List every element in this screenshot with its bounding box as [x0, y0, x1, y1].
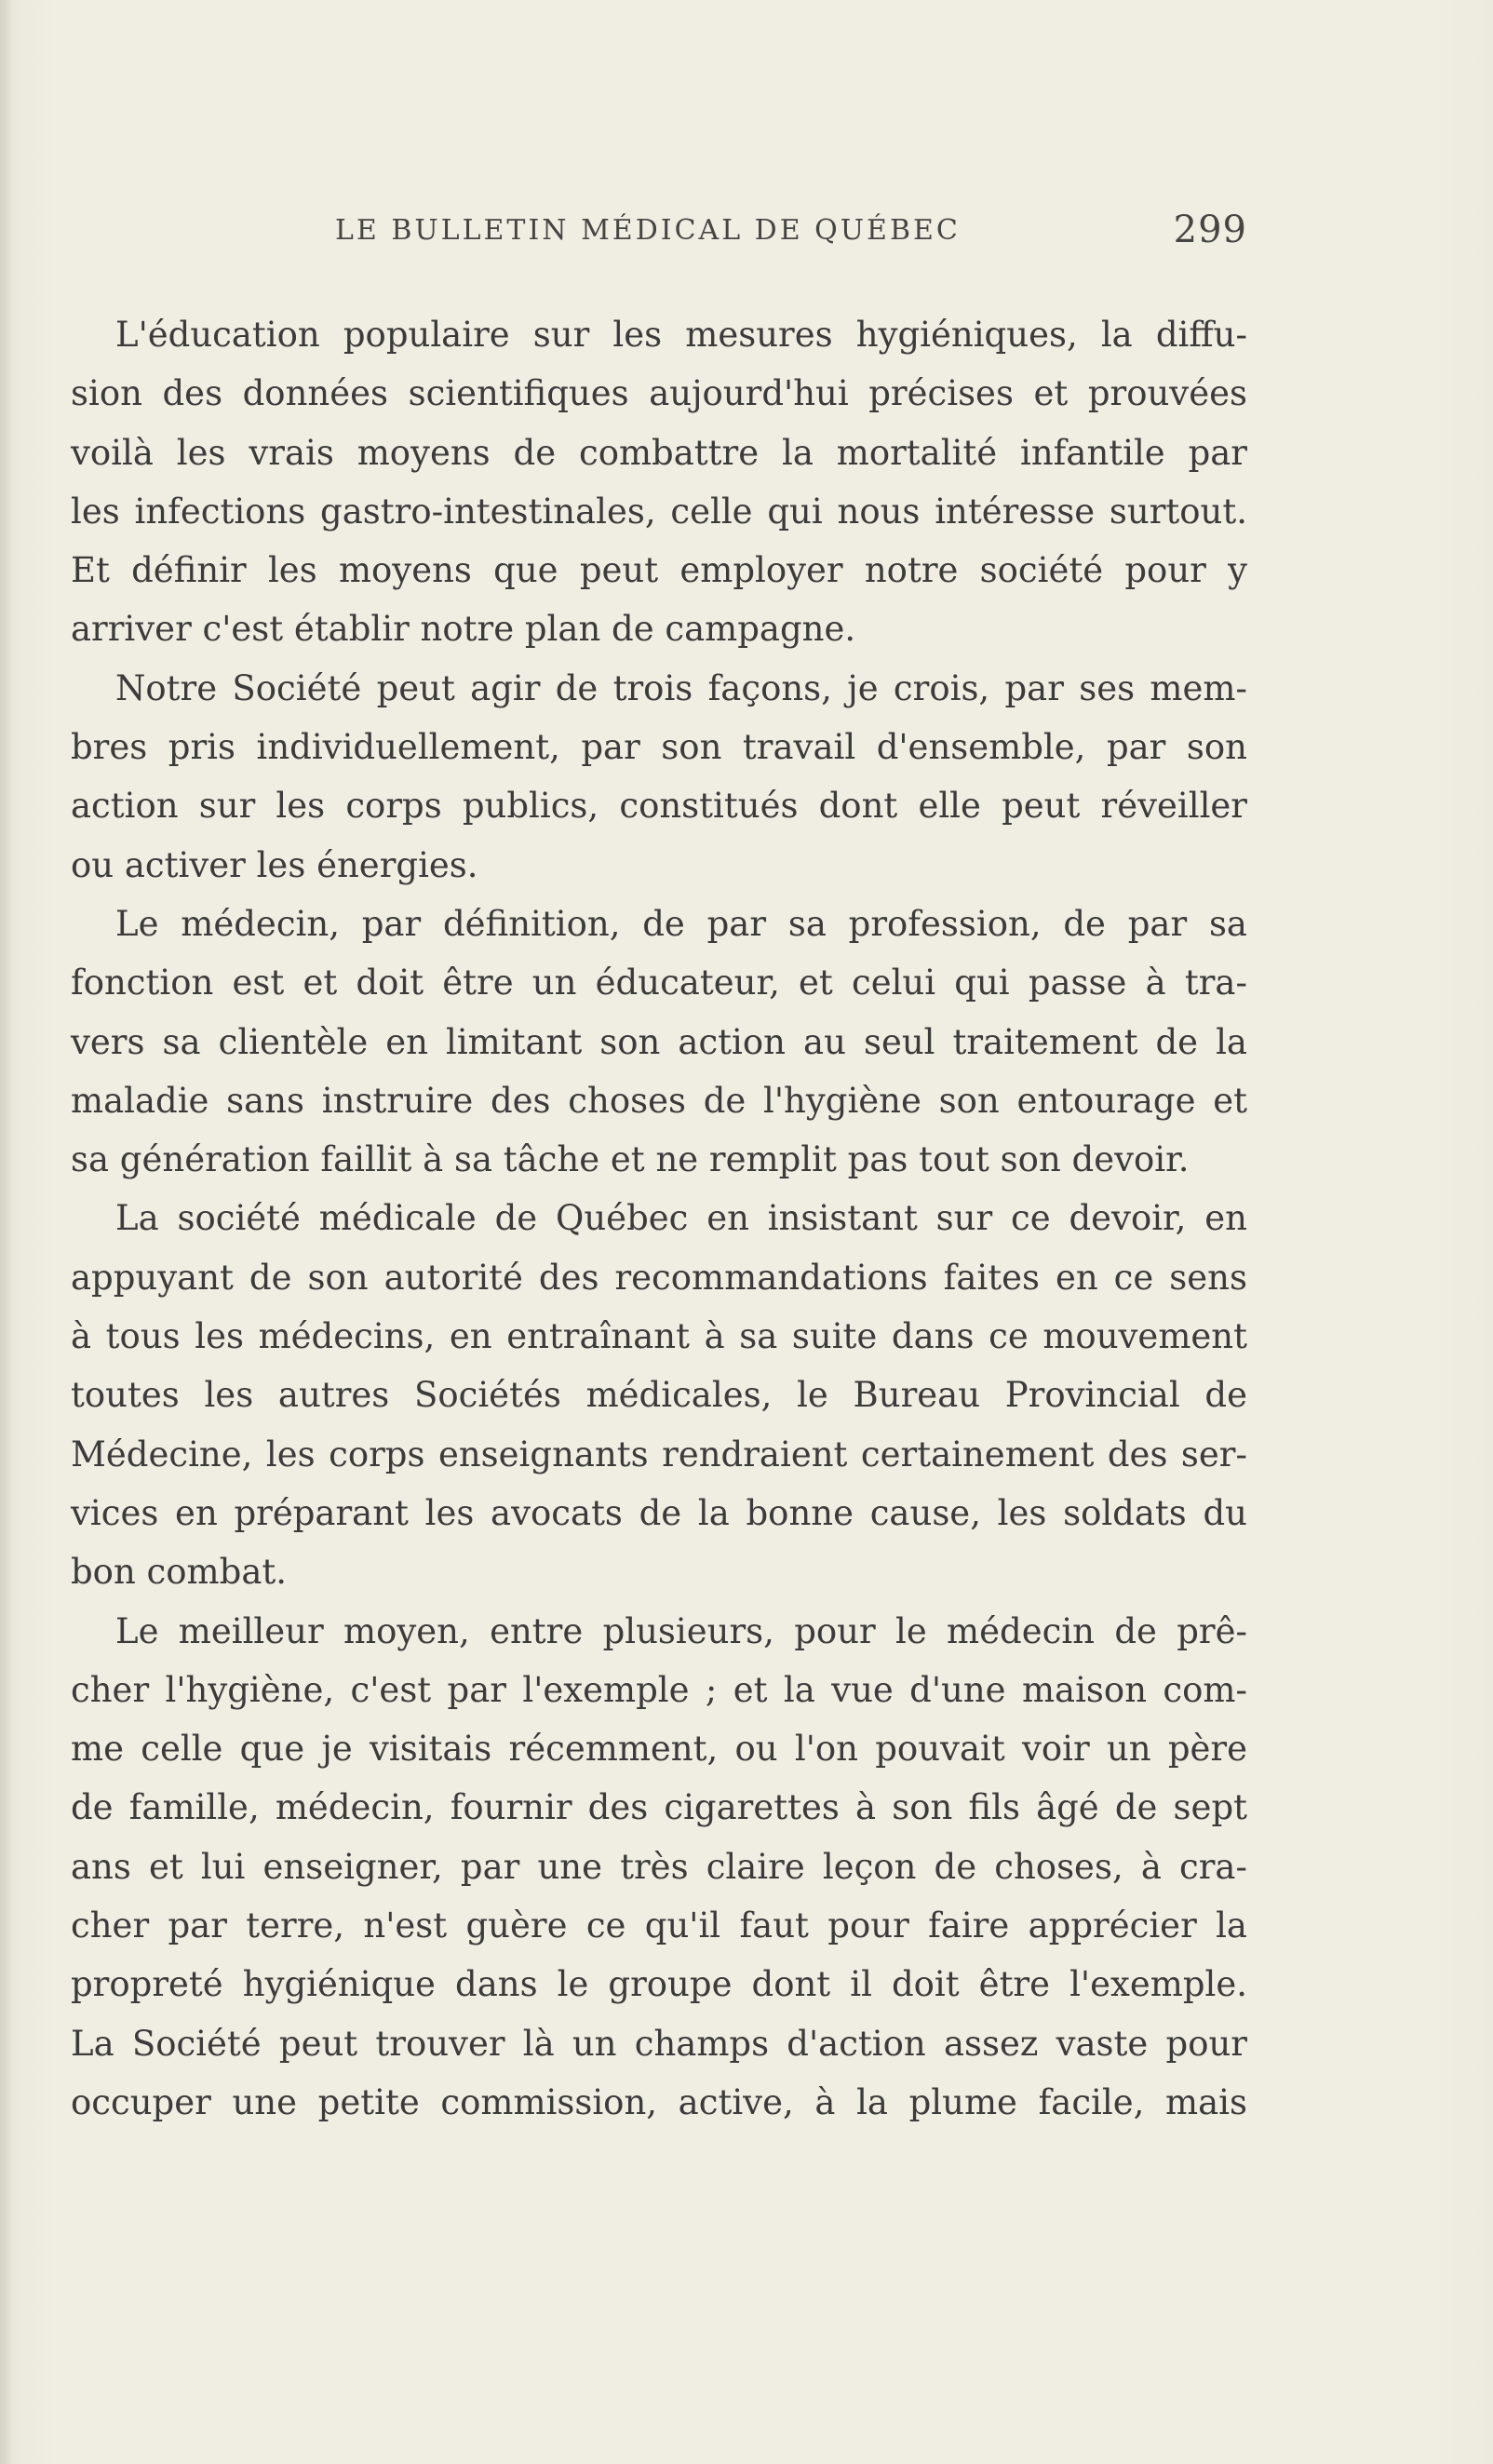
page-number: 299 — [1173, 209, 1247, 251]
text-line: sion des données scientifiques aujourd'hui précises et prouvées — [71, 373, 1247, 414]
text-line: me celle que je visitais récemment, ou l'on pouvait voir un père — [71, 1729, 1247, 1770]
text-line: propreté hygiénique dans le groupe dont il doit être l'exemple. — [71, 1964, 1247, 2005]
text-line: L'éducation populaire sur les mesures hygiéniques, la diffu- — [115, 315, 1247, 355]
text-line: occuper une petite commission, active, à la plume facile, mais — [71, 2081, 1247, 2122]
text-line: à tous les médecins, en entraînant à sa suite dans ce mouvement — [71, 1316, 1247, 1357]
text-line: Le meilleur moyen, entre plusieurs, pour le médecin de prê- — [115, 1610, 1247, 1651]
binding-gutter-shadow — [0, 0, 13, 2464]
text-line: toutes les autres Sociétés médicales, le Bureau Provincial de — [71, 1375, 1247, 1416]
text-line: appuyant de son autorité des recommandations faites en ce sens — [71, 1257, 1247, 1298]
text-line: Notre Société peut agir de trois façons, je crois, par ses mem- — [115, 667, 1247, 708]
running-title: LE BULLETIN MÉDICAL DE QUÉBEC — [335, 214, 961, 247]
text-line: de famille, médecin, fournir des cigarettes à son fils âgé de sept — [71, 1787, 1247, 1828]
text-line: les infections gastro-intestinales, celle qui nous intéresse surtout. — [71, 491, 1247, 532]
text-line: cher par terre, n'est guère ce qu'il faut pour faire apprécier la — [71, 1905, 1247, 1946]
text-line: cher l'hygiène, c'est par l'exemple ; et la vue d'une maison com- — [71, 1669, 1247, 1710]
text-line: fonction est et doit être un éducateur, et celui qui passe à tra- — [71, 963, 1247, 1003]
text-line: ans et lui enseigner, par une très claire leçon de choses, à cra- — [71, 1846, 1247, 1887]
text-line: action sur les corps publics, constitués dont elle peut réveiller — [71, 786, 1247, 827]
text-line: sa génération faillit à sa tâche et ne remplit pas tout son devoir. — [71, 1139, 1190, 1180]
text-line: vers sa clientèle en limitant son action au seul traitement de la — [71, 1021, 1247, 1062]
text-line: Médecine, les corps enseignants rendraient certainement des ser- — [71, 1434, 1247, 1474]
running-head — [71, 207, 1247, 259]
text-line: La société médicale de Québec en insistant sur ce devoir, en — [115, 1198, 1247, 1239]
text-line: La Société peut trouver là un champs d'action assez vaste pour — [71, 2023, 1247, 2064]
text-line: Et définir les moyens que peut employer notre société pour y — [71, 550, 1247, 591]
text-line: vices en préparant les avocats de la bonne cause, les soldats du — [71, 1492, 1247, 1533]
text-line: maladie sans instruire des choses de l'hygiène son entourage et — [71, 1080, 1247, 1121]
text-line: bres pris individuellement, par son travail d'ensemble, par son — [71, 727, 1247, 768]
text-line: ou activer les énergies. — [71, 844, 478, 885]
text-line: arriver c'est établir notre plan de campagne. — [71, 609, 856, 650]
body-text — [71, 305, 1247, 2132]
text-line: bon combat. — [71, 1552, 288, 1593]
text-line: voilà les vrais moyens de combattre la mortalité infantile par — [71, 432, 1247, 473]
text-line: Le médecin, par définition, de par sa profession, de par sa — [115, 903, 1247, 944]
